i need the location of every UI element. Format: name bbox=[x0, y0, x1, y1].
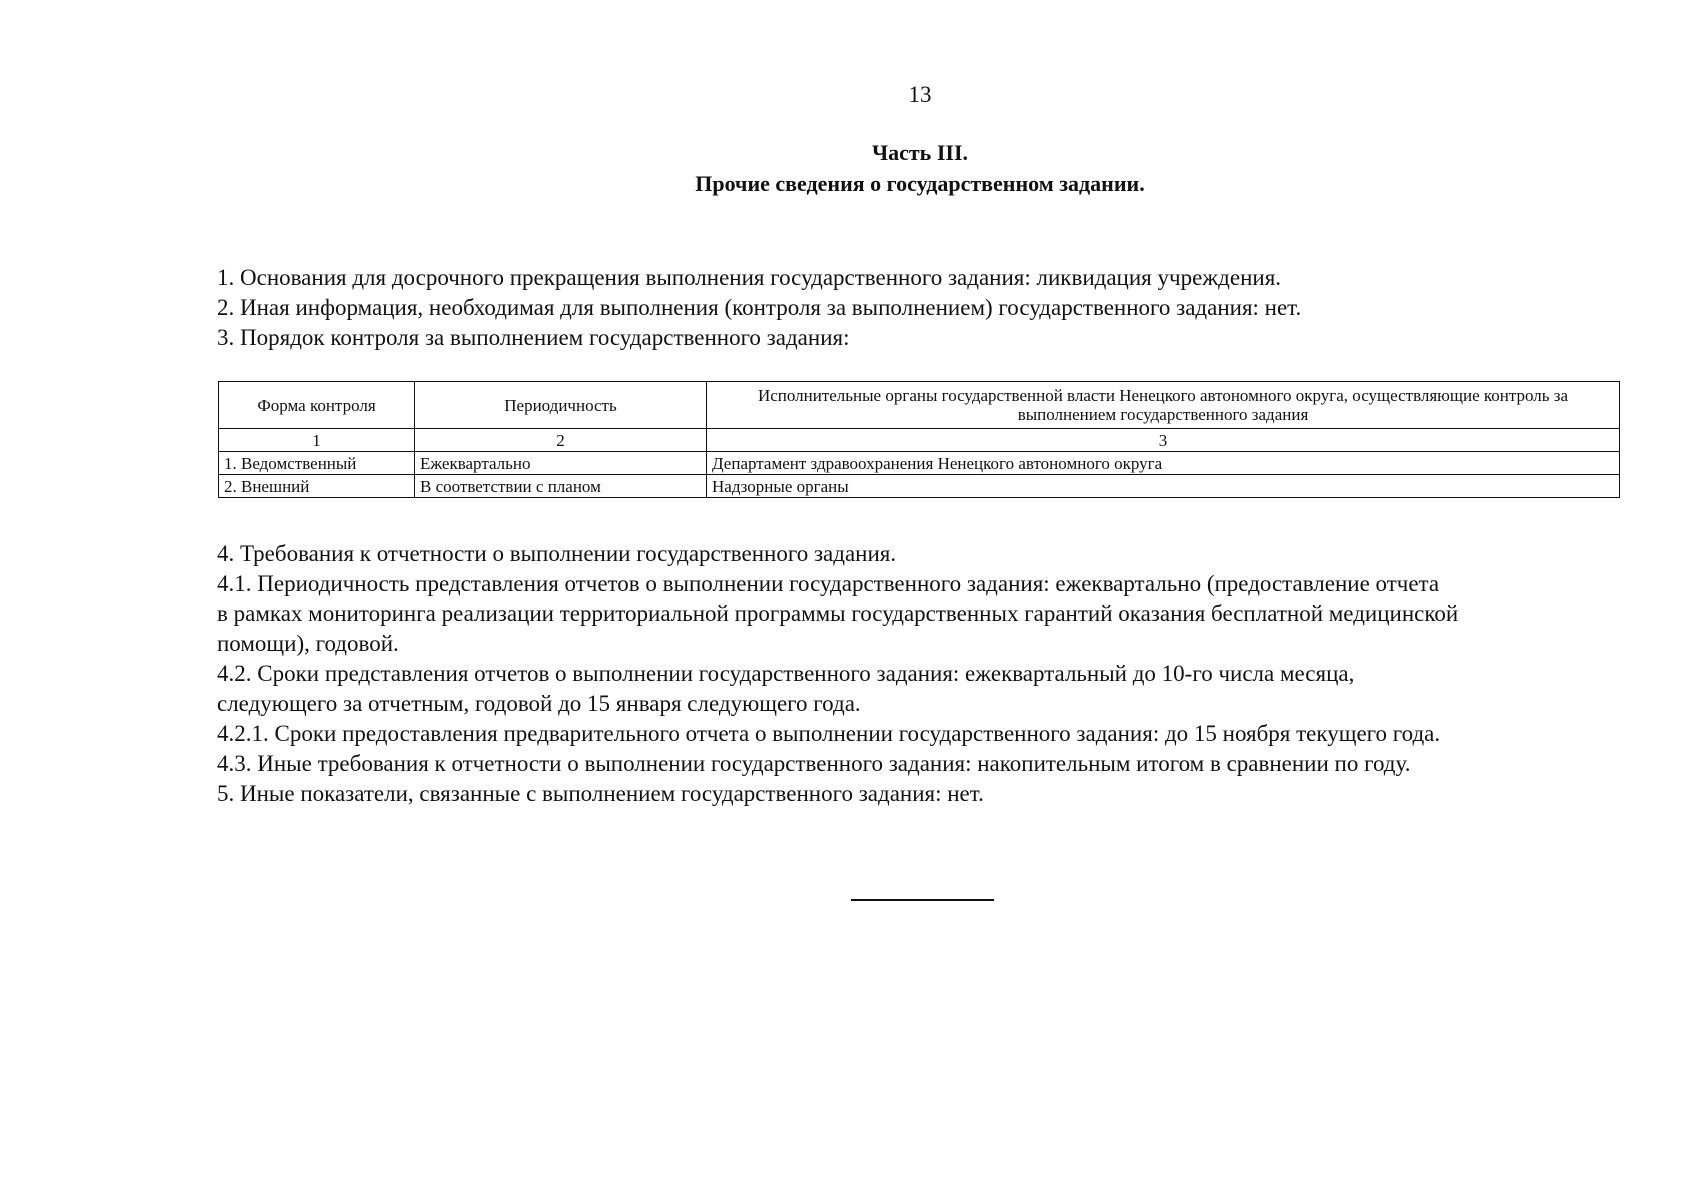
control-table bbox=[218, 381, 1620, 498]
paragraph-control-procedure: 3. Порядок контроля за выполнением государственного задания: bbox=[217, 325, 850, 350]
table-column-number-row bbox=[219, 429, 1620, 452]
closing-line bbox=[851, 899, 994, 901]
paragraph-reporting-periodicity-cont: в рамках мониторинга реализации территориальной программы государственных гарантий оказания бесплатной медицинской bbox=[217, 601, 1459, 626]
column-number: 2 bbox=[415, 429, 707, 452]
paragraph-reporting-deadlines: 4.2. Сроки представления отчетов о выполнении государственного задания: ежеквартальный до 10-го числа месяца, bbox=[217, 661, 1355, 686]
table-cell: В соответствии с планом bbox=[415, 475, 707, 498]
part-subtitle: Прочие сведения о государственном задании. bbox=[695, 171, 1145, 196]
table-header-row bbox=[219, 382, 1620, 429]
paragraph-other-indicators: 5. Иные показатели, связанные с выполнением государственного задания: нет. bbox=[217, 781, 984, 806]
header-executive-bodies: Исполнительные органы государственной власти Ненецкого автономного округа, осуществляющие контроль за выполнением государственного задания bbox=[707, 382, 1620, 429]
paragraph-other-info: 2. Иная информация, необходимая для выполнения (контроля за выполнением) государственного задания: нет. bbox=[217, 295, 1302, 320]
paragraph-reporting-deadlines-cont: следующего за отчетным, годовой до 15 января следующего года. bbox=[217, 691, 861, 716]
page-number: 13 bbox=[908, 82, 932, 107]
column-number: 3 bbox=[707, 429, 1620, 452]
table-cell: 2. Внешний bbox=[219, 475, 415, 498]
header-periodicity: Периодичность bbox=[415, 382, 707, 429]
part-title: Часть III. bbox=[871, 140, 969, 165]
paragraph-preliminary-report: 4.2.1. Сроки предоставления предварительного отчета о выполнении государственного задания: до 15 ноября текущего года. bbox=[217, 721, 1441, 746]
paragraph-reporting-requirements: 4. Требования к отчетности о выполнении государственного задания. bbox=[217, 541, 897, 566]
paragraph-reporting-periodicity: 4.1. Периодичность представления отчетов о выполнении государственного задания: ежеквартально (предоставление отчета bbox=[217, 571, 1440, 596]
paragraph-reporting-periodicity-end: помощи), годовой. bbox=[217, 631, 399, 656]
table-row bbox=[219, 475, 1620, 498]
paragraph-grounds-termination: 1. Основания для досрочного прекращения выполнения государственного задания: ликвидация учреждения. bbox=[217, 265, 1282, 290]
table-cell: Департамент здравоохранения Ненецкого автономного округа bbox=[707, 452, 1620, 475]
column-number: 1 bbox=[219, 429, 415, 452]
table-cell: Надзорные органы bbox=[707, 475, 1620, 498]
table-row bbox=[219, 452, 1620, 475]
header-control-form: Форма контроля bbox=[219, 382, 415, 429]
table-cell: 1. Ведомственный bbox=[219, 452, 415, 475]
table-cell: Ежеквартально bbox=[415, 452, 707, 475]
paragraph-other-reporting-requirements: 4.3. Иные требования к отчетности о выполнении государственного задания: накопительным итогом в сравнении по году. bbox=[217, 751, 1411, 776]
